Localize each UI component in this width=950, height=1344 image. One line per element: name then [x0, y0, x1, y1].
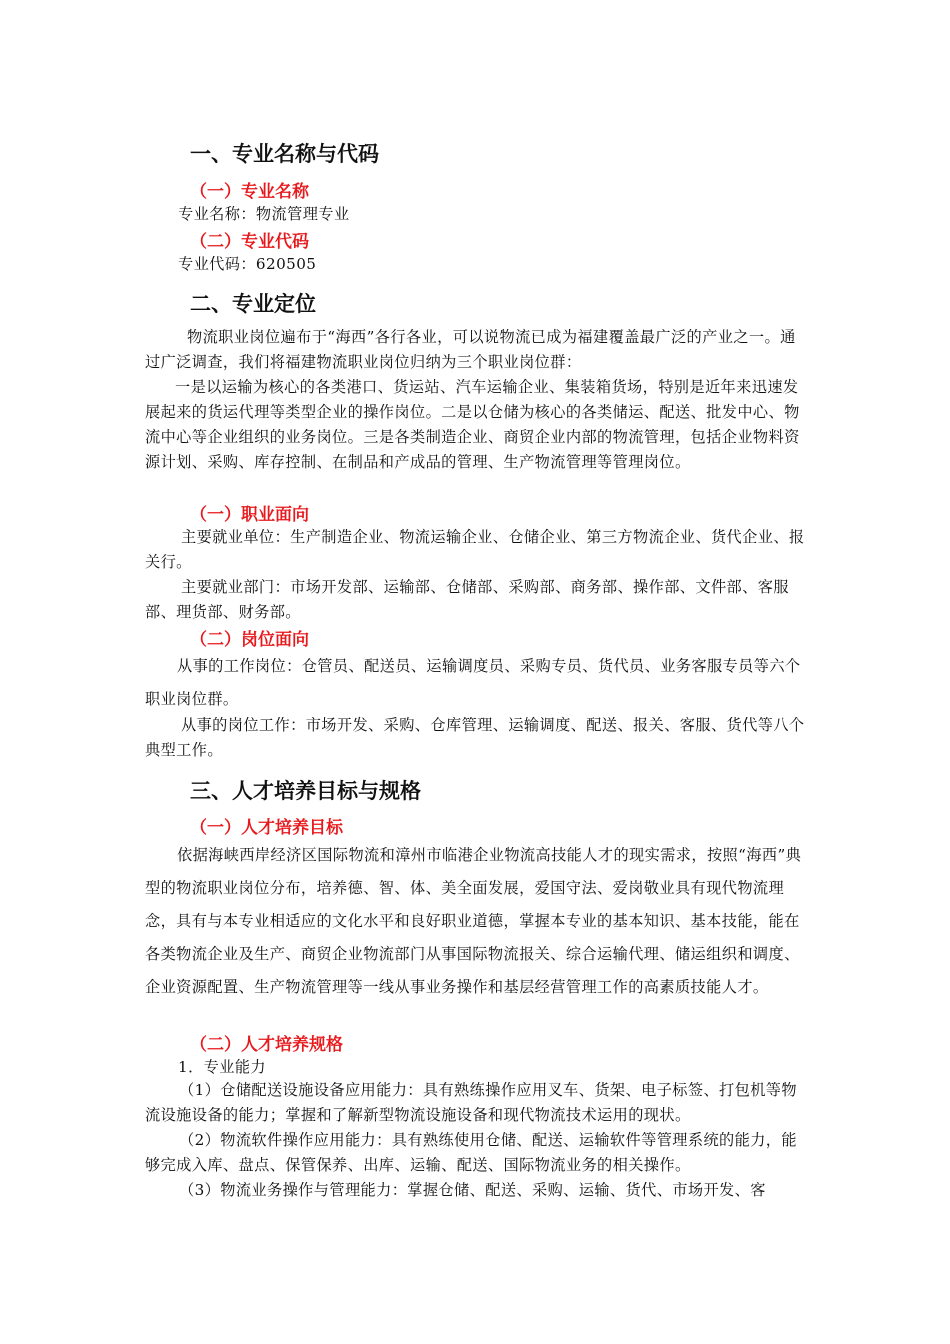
employment-units-paragraph: 主要就业单位：生产制造企业、物流运输企业、仓储企业、第三方物流企业、货代企业、报关行。 [145, 528, 805, 571]
work-positions-paragraph: 从事的工作岗位：仓管员、配送员、运输调度员、采购专员、货代员、业务客服专员等六个职业岗位群。 [145, 657, 801, 708]
subsection-major-code-title: （二）专业代码 [190, 232, 309, 252]
subsection-position-orientation-title: （二）岗位面向 [190, 630, 309, 650]
logistics-operation-ability-paragraph: （3）物流业务操作与管理能力：掌握仓储、配送、采购、运输、货代、市场开发、客 [179, 1181, 766, 1199]
logistics-software-ability-paragraph: （2）物流软件操作应用能力：具有熟练使用仓储、配送、运输软件等管理系统的能力，能够完成入库、盘点、保管保养、出库、运输、配送、国际物流业务的相关操作。 [145, 1131, 797, 1174]
warehouse-equipment-ability-paragraph: （1）仓储配送设施设备应用能力：具有熟练操作应用叉车、货架、电子标签、打包机等物流设施设备的能力；掌握和了解新型物流设施设备和现代物流技术运用的现状。 [145, 1081, 797, 1124]
position-work-paragraph: 从事的岗位工作：市场开发、采购、仓库管理、运输调度、配送、报关、客服、货代等八个典型工作。 [145, 716, 805, 759]
major-code-text: 专业代码：620505 [178, 255, 317, 273]
professional-ability-heading: 1．专业能力 [178, 1058, 267, 1076]
job-groups-paragraph: 一是以运输为核心的各类港口、货运站、汽车运输企业、集装箱货场，特别是近年来迅速发展起来的货运代理等类型企业的操作岗位。二是以仓储为核心的各类储运、配送、批发中心、物流中心等企业组织的业务岗位。三是各类制造企业、商贸企业内部的物流管理，包括企业物料资源计划、采购、库存控制、在制品和产成品的管理、生产物流管理等管理岗位。 [145, 378, 800, 471]
employment-departments-paragraph: 主要就业部门：市场开发部、运输部、仓储部、采购部、商务部、操作部、文件部、客服部、理货部、财务部。 [145, 578, 789, 621]
subsection-career-orientation-title: （一）职业面向 [190, 505, 309, 525]
positioning-intro-paragraph: 物流职业岗位遍布于“海西”各行各业，可以说物流已成为福建覆盖最广泛的产业之一。通过广泛调查，我们将福建物流职业岗位归纳为三个职业岗位群： [145, 328, 796, 371]
subsection-training-spec-title: （二）人才培养规格 [190, 1035, 343, 1055]
major-name-text: 专业名称：物流管理专业 [178, 205, 350, 223]
training-goal-paragraph: 依据海峡西岸经济区国际物流和漳州市临港企业物流高技能人才的现实需求，按照“海西”典型的物流职业岗位分布，培养德、智、体、美全面发展，爱国守法、爱岗敬业具有现代物流理念，具有与本专业相适应的文化水平和良好职业道德，掌握本专业的基本知识、基本技能，能在各类物流企业及生产、商贸企业物流部门从事国际物流报关、综合运输代理、储运组织和调度、企业资源配置、生产物流管理等一线从事业务操作和基层经营管理工作的高素质技能人才。 [145, 846, 802, 996]
subsection-training-goal-title: （一）人才培养目标 [190, 818, 343, 838]
section-3-title: 三、人才培养目标与规格 [190, 779, 421, 803]
subsection-major-name-title: （一）专业名称 [190, 182, 309, 202]
section-1-title: 一、专业名称与代码 [190, 142, 379, 166]
section-2-title: 二、专业定位 [190, 292, 316, 316]
